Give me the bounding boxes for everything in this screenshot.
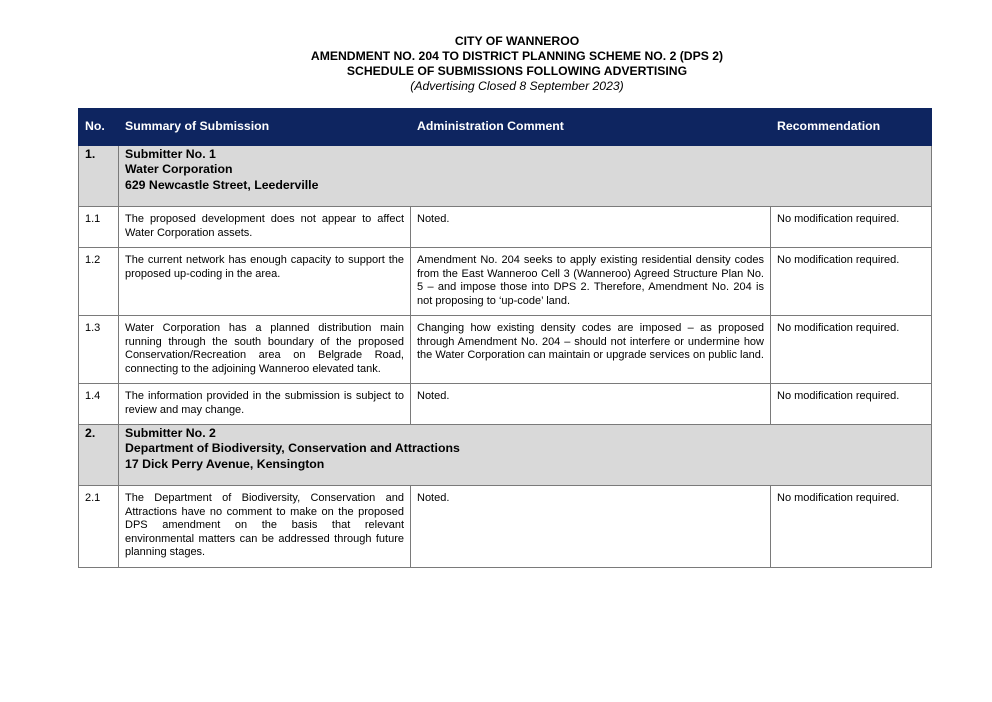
item-summary: The information provided in the submission is subject to review and may change. xyxy=(119,384,411,425)
header-schedule: SCHEDULE OF SUBMISSIONS FOLLOWING ADVERTISING xyxy=(346,64,688,78)
table-header-row xyxy=(79,109,932,146)
submitter-title: Submitter No. 1 xyxy=(125,147,216,161)
column-header-no: No. xyxy=(79,109,119,146)
submitter-details xyxy=(119,425,932,486)
item-number: 1.1 xyxy=(79,207,119,248)
submitter-name: Department of Biodiversity, Conservation and Attractions xyxy=(125,441,460,456)
item-recommendation: No modification required. xyxy=(771,316,932,384)
item-summary: Water Corporation has a planned distribution main running through the south boundary of the proposed Conservation/Recreation area on Belgrade Road, connecting to the adjoining Wanneroo elevated tank. xyxy=(119,316,411,384)
table-row xyxy=(79,207,932,248)
item-comment: Amendment No. 204 seeks to apply existing residential density codes from the East Wanneroo Cell 3 (Wanneroo) Agreed Structure Plan No. 5 – and impose those into DPS 2. Therefore, Amendment No. 204 is not proposing to ‘up-code’ land. xyxy=(411,248,771,316)
submitter-number: 1. xyxy=(79,146,119,207)
item-comment: Noted. xyxy=(411,207,771,248)
item-summary: The current network has enough capacity to support the proposed up-coding in the area. xyxy=(119,248,411,316)
table-row xyxy=(79,248,932,316)
submitter-number: 2. xyxy=(79,425,119,486)
document-header xyxy=(0,34,992,94)
table-row xyxy=(79,316,932,384)
submitter-title: Submitter No. 2 xyxy=(125,426,216,440)
submitter-name: Water Corporation xyxy=(125,162,233,177)
column-header-recommendation: Recommendation xyxy=(771,109,932,146)
header-advertising-closed: (Advertising Closed 8 September 2023) xyxy=(410,79,624,93)
submitter-row xyxy=(79,146,932,207)
item-recommendation: No modification required. xyxy=(771,207,932,248)
item-number: 1.3 xyxy=(79,316,119,384)
item-comment: Noted. xyxy=(411,486,771,568)
header-amendment: AMENDMENT NO. 204 TO DISTRICT PLANNING SCHEME NO. 2 (DPS 2) xyxy=(310,49,724,63)
submitter-details xyxy=(119,146,932,207)
item-comment: Noted. xyxy=(411,384,771,425)
submitter-row xyxy=(79,425,932,486)
item-number: 1.4 xyxy=(79,384,119,425)
item-recommendation: No modification required. xyxy=(771,486,932,568)
column-header-summary: Summary of Submission xyxy=(119,109,411,146)
submitter-address: 629 Newcastle Street, Leederville xyxy=(125,177,319,192)
table-row xyxy=(79,486,932,568)
table-row xyxy=(79,384,932,425)
header-council: CITY OF WANNEROO xyxy=(454,34,580,48)
item-recommendation: No modification required. xyxy=(771,248,932,316)
item-recommendation: No modification required. xyxy=(771,384,932,425)
item-summary: The Department of Biodiversity, Conservation and Attractions have no comment to make on the proposed DPS amendment on the basis that relevant environmental matters can be addressed through future planning stages. xyxy=(119,486,411,568)
item-comment: Changing how existing density codes are imposed – as proposed through Amendment No. 204 – should not interfere or undermine how the Water Corporation can maintain or upgrade services on public land. xyxy=(411,316,771,384)
item-number: 1.2 xyxy=(79,248,119,316)
item-number: 2.1 xyxy=(79,486,119,568)
submissions-table xyxy=(78,108,932,568)
submitter-address: 17 Dick Perry Avenue, Kensington xyxy=(125,456,325,471)
item-summary: The proposed development does not appear to affect Water Corporation assets. xyxy=(119,207,411,248)
column-header-comment: Administration Comment xyxy=(411,109,771,146)
